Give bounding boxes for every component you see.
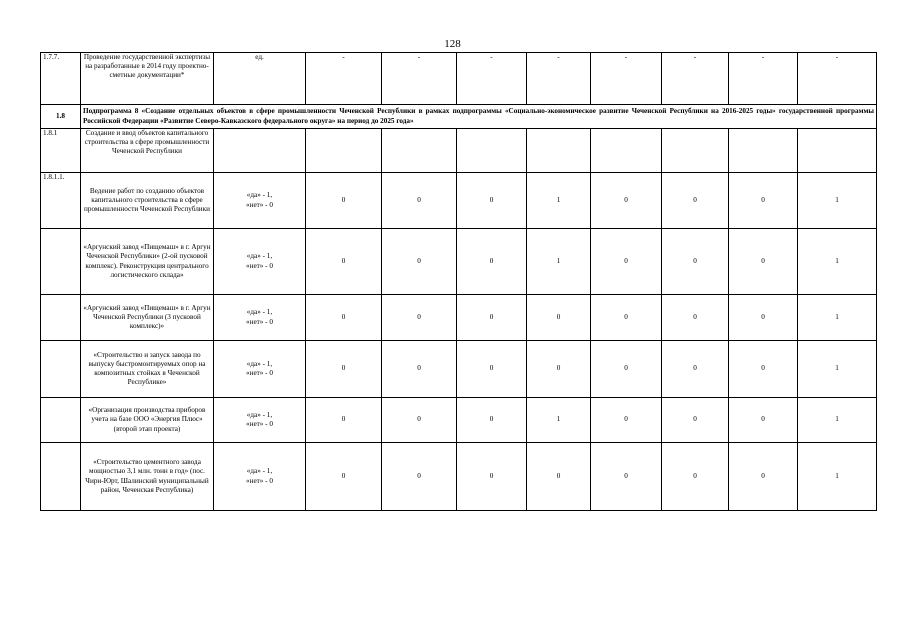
value-cell: 0 xyxy=(306,443,382,511)
value-cell: - xyxy=(591,53,662,105)
table-row xyxy=(41,53,877,105)
row-number: 1.8.1 xyxy=(41,129,81,173)
value-cell: 0 xyxy=(729,295,798,341)
value-cell: 0 xyxy=(662,295,729,341)
value-cell: 1 xyxy=(527,173,591,229)
row-unit: «да» - 1, «нет» - 0 xyxy=(214,398,306,443)
row-name: «Аргунский завод «Пищемаш» в г. Аргун Чеченской Республики» (2-ой пусковой комплекс). Реконструкция центрального логистического склада» xyxy=(81,229,214,295)
empty-cell xyxy=(382,129,457,173)
value-cell: 0 xyxy=(306,229,382,295)
value-cell: 0 xyxy=(591,173,662,229)
table-row xyxy=(41,443,877,511)
value-cell: 1 xyxy=(798,173,877,229)
empty-cell xyxy=(527,129,591,173)
table-row xyxy=(41,173,877,229)
section-title: Подпрограмма 8 «Создание отдельных объектов в сфере промышленности Чеченской Республики в рамках подпрограммы «Социально-экономическое развитие Чеченской Республики на 2016-2025 годы» государственной программы Российской Федерации «Развитие Северо-Кавказского федерального округа» на период до 2025 года» xyxy=(81,105,877,129)
row-number xyxy=(41,295,81,341)
value-cell: 0 xyxy=(457,443,527,511)
table-row xyxy=(41,229,877,295)
indicators-table xyxy=(40,52,877,511)
value-cell: 0 xyxy=(591,398,662,443)
value-cell: - xyxy=(662,53,729,105)
value-cell: 1 xyxy=(798,398,877,443)
row-name: «Организация производства приборов учета на базе ООО «Энергия Плюс» (второй этап проекта) xyxy=(81,398,214,443)
value-cell: 1 xyxy=(798,229,877,295)
value-cell: 0 xyxy=(662,398,729,443)
value-cell: 0 xyxy=(591,341,662,398)
row-number xyxy=(41,229,81,295)
row-unit: «да» - 1, «нет» - 0 xyxy=(214,295,306,341)
row-number xyxy=(41,443,81,511)
value-cell: 0 xyxy=(527,443,591,511)
value-cell: - xyxy=(306,53,382,105)
value-cell: 0 xyxy=(382,443,457,511)
empty-cell xyxy=(798,129,877,173)
value-cell: 0 xyxy=(527,341,591,398)
empty-cell xyxy=(214,129,306,173)
value-cell: 0 xyxy=(382,295,457,341)
row-unit: ед. xyxy=(214,53,306,105)
value-cell: 0 xyxy=(382,229,457,295)
row-number xyxy=(41,341,81,398)
value-cell: 0 xyxy=(457,229,527,295)
value-cell: 0 xyxy=(662,443,729,511)
table-row xyxy=(41,341,877,398)
value-cell: 0 xyxy=(729,341,798,398)
row-number xyxy=(41,398,81,443)
value-cell: 0 xyxy=(306,341,382,398)
row-name: «Строительство цементного завода мощностью 3,1 млн. тонн в год» (пос. Чири-Юрт, Шалинский муниципальный район, Чеченская Республика) xyxy=(81,443,214,511)
value-cell: 0 xyxy=(457,295,527,341)
table-row xyxy=(41,295,877,341)
value-cell: 0 xyxy=(527,295,591,341)
value-cell: 0 xyxy=(729,173,798,229)
value-cell: 0 xyxy=(729,229,798,295)
value-cell: 0 xyxy=(662,173,729,229)
row-number: 1.7.7. xyxy=(41,53,81,105)
value-cell: 0 xyxy=(457,173,527,229)
value-cell: 0 xyxy=(457,398,527,443)
value-cell: - xyxy=(798,53,877,105)
empty-cell xyxy=(591,129,662,173)
value-cell: 1 xyxy=(798,341,877,398)
value-cell: 0 xyxy=(729,398,798,443)
row-name: «Аргунский завод «Пищемаш» в г. Аргун Чеченской Республики (3 пусковой комплекс)» xyxy=(81,295,214,341)
section-row xyxy=(41,105,877,129)
value-cell: 1 xyxy=(527,229,591,295)
row-name: Создание и ввод объектов капитального строительства в сфере промышленности Чеченской Республики xyxy=(81,129,214,173)
row-unit: «да» - 1, «нет» - 0 xyxy=(214,229,306,295)
value-cell: 1 xyxy=(798,295,877,341)
page-number: 128 xyxy=(444,38,461,50)
value-cell: 0 xyxy=(306,398,382,443)
value-cell: 0 xyxy=(662,341,729,398)
value-cell: - xyxy=(527,53,591,105)
value-cell: - xyxy=(729,53,798,105)
empty-cell xyxy=(729,129,798,173)
section-number: 1.8 xyxy=(41,105,81,129)
row-unit: «да» - 1, «нет» - 0 xyxy=(214,443,306,511)
value-cell: 1 xyxy=(798,443,877,511)
value-cell: 1 xyxy=(527,398,591,443)
value-cell: 0 xyxy=(306,295,382,341)
value-cell: 0 xyxy=(662,229,729,295)
table-row xyxy=(41,129,877,173)
value-cell: 0 xyxy=(457,341,527,398)
value-cell: - xyxy=(457,53,527,105)
value-cell: 0 xyxy=(591,229,662,295)
value-cell: 0 xyxy=(382,341,457,398)
value-cell: - xyxy=(382,53,457,105)
value-cell: 0 xyxy=(591,443,662,511)
empty-cell xyxy=(457,129,527,173)
value-cell: 0 xyxy=(591,295,662,341)
row-name: «Строительство и запуск завода по выпуску быстромонтируемых опор на композитных стойках в Чеченской Республике» xyxy=(81,341,214,398)
row-number: 1.8.1.1. xyxy=(41,173,81,229)
value-cell: 0 xyxy=(306,173,382,229)
row-unit: «да» - 1, «нет» - 0 xyxy=(214,173,306,229)
empty-cell xyxy=(306,129,382,173)
row-unit: «да» - 1, «нет» - 0 xyxy=(214,341,306,398)
table-row xyxy=(41,398,877,443)
row-name: Проведение государственной экспертизы на разработанные в 2014 году проектно-сметные документации* xyxy=(81,53,214,105)
value-cell: 0 xyxy=(382,398,457,443)
value-cell: 0 xyxy=(382,173,457,229)
empty-cell xyxy=(662,129,729,173)
row-name: Ведение работ по созданию объектов капитального строительства в сфере промышленности Чеченской Республики xyxy=(81,173,214,229)
value-cell: 0 xyxy=(729,443,798,511)
